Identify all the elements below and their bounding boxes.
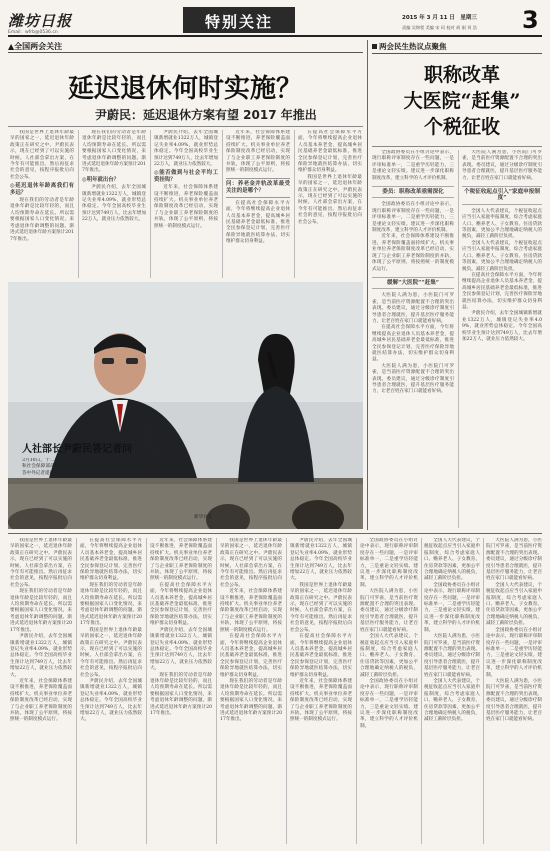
bottom-divider-4 — [286, 538, 287, 844]
article-col-5 — [298, 130, 362, 278]
col-divider-2 — [150, 130, 151, 278]
bottom-col-2 — [80, 538, 142, 844]
right-headline-line-3: 个税征收 — [423, 116, 500, 138]
bottom-col-6 — [360, 538, 418, 844]
right-headline-line-1: 职称改革 — [423, 64, 500, 86]
lead-question-2-text: 明年就出台？ — [86, 176, 120, 183]
right-col2-text-4: 在提高社会保障水平方面，今年将继续提高企业退休人员基本养老金，提高城乡居民基础养老金最低标准，推进全民参保登记计划，完善医疗保险异地就医结算办法，切实维护群众切身利益。 — [462, 272, 542, 310]
bottom-divider-1 — [76, 538, 77, 844]
col3-text: 尹蔚民介绍，去年全国城镇新增就业1322万人，城镇登记失业率4.09%，就业形势总体稳定。今年全国高校毕业生预计达到749万人，比去年增加22万人，就业压力依然较大。 — [154, 130, 218, 168]
bottom-col6-p1: 全国政协委员在小组讨论中表示，现行职称评审制度存在一些问题，一是评审标准单一，二是重学历轻能力，三是重论文轻实绩。建议进一步深化职称制度改革，建立科学的人才评价机制。 — [360, 538, 418, 588]
bottom-col-3 — [150, 538, 212, 844]
bottom-col-7 — [424, 538, 480, 844]
right-tag — [372, 41, 542, 54]
bottom-col3-p4: 现在我们的劳动者是年龄退休年龄是比较年轻的，而且人均预期寿命在延长。所以需要根据国家人口变化情况，来考虑退休年龄调整的问题。渐进式延迟退休年龄方案预计2017年推出。 — [150, 672, 212, 716]
col-divider-3 — [222, 130, 223, 278]
right-col-divider — [458, 150, 459, 528]
right-tag-label: 两会民生热议点聚焦 — [379, 42, 447, 51]
bottom-col4-p2: 近年来，社会保障体系建设不断推进，养老保险覆盖面持续扩大。机关事业单位养老保险制度改革已经启动，实现了与企业职工养老保险制度的并轨，体现了公平原则，将按照统一的制度模式运行。 — [220, 589, 282, 633]
masthead — [8, 10, 118, 35]
photo-credit: 新华社发 — [194, 515, 213, 520]
bottom-col8-p3: 全国政协委员在小组讨论中表示，现行职称评审制度存在一些问题，一是评审标准单一，二是重学历轻能力，三是重论文轻实绩。建议进一步深化职称制度改革，建立科学的人才评价机制。 — [486, 627, 542, 678]
bottom-col2-p4: 尹蔚民介绍，去年全国城镇新增就业1322万人，城镇登记失业率4.09%，就业形势总体稳定。今年全国高校毕业生预计达到749万人，比去年增加22万人，就业压力依然较大。 — [80, 678, 142, 723]
left-tag — [8, 41, 62, 52]
left-tag-label: 全国两会关注 — [14, 42, 63, 51]
bottom-divider-7 — [483, 538, 484, 844]
right-col1-text-4: 大医院人满为患，小医院门可罗雀，是当前医疗资源配置不合理的突出表现。委员建议，通过分级诊疗制度引导患者合理就医，提升基层医疗服务能力，让老百姓在家门口就能看好病。 — [372, 293, 454, 324]
bottom-col4-p3: 在提高社会保障水平方面，今年将继续提高企业退休人员基本养老金，提高城乡居民基础养老金最低标准，推进全民参保登记计划，完善医疗保险异地就医结算办法，切实维护群众切身利益。 — [220, 634, 282, 678]
right-headline-line-2: 大医院“赶集” — [403, 90, 521, 112]
col1-text-2: 现在我们的劳动者是年龄退休年龄是比较年轻的，而且人均预期寿命在延长。所以需要根据国家人口变化情况，来考虑退休年龄调整的问题。渐进式延迟退休年龄方案预计2017年推出。 — [10, 198, 74, 242]
right-subhead-1: 委员：职称改革亟需深化 — [372, 186, 454, 198]
left-tag-rule — [8, 52, 363, 53]
bottom-col6-p2: 大医院人满为患，小医院门可罗雀，是当前医疗资源配置不合理的突出表现。委员建议，通过分级诊疗制度引导患者合理就医，提升基层医疗服务能力，让老百姓在家门口就能看好病。 — [360, 589, 418, 633]
masthead-title: 潍坊日报 — [8, 12, 73, 30]
bottom-rule — [8, 533, 542, 534]
right-col1-text-6: 大医院人满为患，小医院门可罗雀，是当前医疗资源配置不合理的突出表现。委员建议，通过分级诊疗制度引导患者合理就医，提升基层医疗服务能力，让老百姓在家门口就能看好病。 — [372, 363, 454, 395]
right-subhead-2: 缓解“大医院”“赶集” — [372, 277, 454, 289]
bottom-col1-p1: 我国是世界上退休年龄最早的国家之一，延迟退休年龄政策正在研究之中。尹蔚民表示，现在已经到了可以实施的时候。人社部会拿出方案，在今年有可能推出。然后再征求社会的意见，按程序报批后向社会公布。 — [10, 538, 72, 588]
press-conference-photo — [8, 282, 363, 529]
bottom-col1-p4: 近年来，社会保障体系建设不断推进，养老保险覆盖面持续扩大。机关事业单位养老保险制度改革已经启动，实现了与企业职工养老保险制度的并轨，体现了公平原则，将按照统一的制度模式运行。 — [10, 678, 72, 723]
bottom-col4-p1: 我国是世界上退休年龄最早的国家之一，延迟退休年龄政策正在研究之中。尹蔚民表示，现在已经到了可以实施的时候。人社部会拿出方案，在今年有可能推出。然后再征求社会的意见，按程序报批后向社会公布。 — [220, 538, 282, 588]
right-col1-text-2: 全国政协委员在小组讨论中表示，现行职称评审制度存在一些问题，一是评审标准单一，二是重学历轻能力，三是重论文轻实绩。建议进一步深化职称制度改革，建立科学的人才评价机制。 — [372, 202, 454, 234]
article-col-3 — [154, 130, 218, 278]
bottom-col3-p2: 在提高社会保障水平方面，今年将继续提高企业退休人员基本养老金，提高城乡居民基础养老金最低标准，推进全民参保登记计划，完善医疗保险异地就医结算办法，切实维护群众切身利益。 — [150, 582, 212, 627]
photo-caption-text: 3月10日，十二届全国人大三次会议新闻中心举行记者会，邀请人力资源和社会保障部部长尹蔚民、副部长胡晓义就“就业和社会保障”相关问题回答中外记者提问。 — [22, 458, 172, 476]
bottom-col-8 — [486, 538, 542, 844]
bottom-col8-p4: 大医院人满为患，小医院门可罗雀，是当前医疗资源配置不合理的突出表现。委员建议，通过分级诊疗制度引导患者合理就医，提升基层医疗服务能力，让老百姓在家门口就能看好病。 — [486, 678, 542, 723]
right-col2-text-5: 尹蔚民介绍，去年全国城镇新增就业1322万人，城镇登记失业率4.09%，就业形势总体稳定。今年全国高校毕业生预计达到749万人，比去年增加22万人，就业压力依然较大。 — [462, 311, 542, 342]
triangle-icon: ▲ — [8, 42, 15, 51]
bottom-col2-p2: 现在我们的劳动者是年龄退休年龄是比较年轻的，而且人均预期寿命在延长。所以需要根据国家人口变化情况，来考虑退休年龄调整的问题。渐进式延迟退休年龄方案预计2017年推出。 — [80, 582, 142, 627]
bottom-col7-p3: 大医院人满为患，小医院门可罗雀，是当前医疗资源配置不合理的突出表现。委员建议，通过分级诊疗制度引导患者合理就医，提升基层医疗服务能力，让老百姓在家门口就能看好病。 — [424, 634, 480, 678]
square-icon — [372, 44, 377, 49]
section-banner — [183, 7, 295, 33]
right-col1-text: 全国政协委员在小组讨论中表示，现行职称评审制度存在一些问题，一是评审标准单一，二是重学历轻能力，三是重论文轻实绩。建议进一步深化职称制度改革，建立科学的人才评价机制。 — [372, 150, 454, 181]
bottom-col-1 — [10, 538, 72, 844]
bottom-col5-p2: 我国是世界上退休年龄最早的国家之一，延迟退休年龄政策正在研究之中。尹蔚民表示，现在已经到了可以实施的时候。人社部会拿出方案，在今年有可能推出。然后再征求社会的意见，按程序报批后向社会公布。 — [290, 582, 352, 633]
bottom-col3-p3: 尹蔚民介绍，去年全国城镇新增就业1322万人，城镇登记失业率4.09%，就业形势总体稳定。今年全国高校毕业生预计达到749万人，比去年增加22万人，就业压力依然较大。 — [150, 627, 212, 672]
lead-question-1-text: 延迟退休年龄离我们有多远？ — [10, 183, 74, 196]
bottom-col7-p2: 全国政协委员在小组讨论中表示，现行职称评审制度存在一些问题，一是评审标准单一，二是重学历轻能力，三是重论文轻实绩。建议进一步深化职称制度改革，建立科学的人才评价机制。 — [424, 582, 480, 633]
col5-text-2: 我国是世界上退休年龄最早的国家之一，延迟退休年龄政策正在研究之中。尹蔚民表示，现在已经到了可以实施的时候。人社部会拿出方案，在今年有可能推出。然后再征求社会的意见，按程序报批后向社会公布。 — [298, 174, 362, 225]
bottom-col8-p2: 全国人大代表建议，个税征收起点应当引入家庭申报制度，综合考虑家庭人口、赡养老人、子女教育、住房贷款等因素，更加公平合理地确定纳税人的税负，减轻工薪阶层负担。 — [486, 582, 542, 627]
bottom-col2-p1: 在提高社会保障水平方面，今年将继续提高企业退休人员基本养老金，提高城乡居民基础养老金最低标准，推进全民参保登记计划，完善医疗保险异地就医结算办法，切实维护群众切身利益。 — [80, 538, 142, 582]
col-divider-4 — [294, 130, 295, 278]
bottom-col6-p4: 全国政协委员在小组讨论中表示，现行职称评审制度存在一些问题，一是评审标准单一，二是重学历轻能力，三是重论文轻实绩。建议进一步深化职称制度改革，建立科学的人才评价机制。 — [360, 678, 418, 729]
main-headline: 延迟退休何时实施？ — [68, 74, 303, 104]
header-rule — [8, 35, 542, 37]
article-col-4 — [226, 130, 290, 278]
bottom-col5-p4: 近年来，社会保障体系建设不断推进，养老保险覆盖面持续扩大。机关事业单位养老保险制度改革已经启动，实现了与企业职工养老保险制度的并轨，体现了公平原则，将按照统一的制度模式运行。 — [290, 678, 352, 723]
photo-caption-title: 人社部长尹蔚民答记者问 — [22, 444, 132, 455]
bottom-divider-2 — [146, 538, 147, 844]
bottom-divider-6 — [421, 538, 422, 844]
right-col2-text: 大医院人满为患，小医院门可罗雀，是当前医疗资源配置不合理的突出表现。委员建议，通过分级诊疗制度引导患者合理就医，提升基层医疗服务能力，让老百姓在家门口就能看好病。 — [462, 150, 542, 181]
bottom-col4-p4: 现在我们的劳动者是年龄退休年龄是比较年轻的，而且人均预期寿命在延长。所以需要根据国家人口变化情况，来考虑退休年龄调整的问题。渐进式延迟退休年龄方案预计2017年推出。 — [220, 678, 282, 723]
bottom-col1-p2: 现在我们的劳动者是年龄退休年龄是比较年轻的，而且人均预期寿命在延长。所以需要根据国家人口变化情况，来考虑退休年龄调整的问题。渐进式延迟退休年龄方案预计2017年推出。 — [10, 589, 72, 633]
col5-text: 在提高社会保障水平方面，今年将继续提高企业退休人员基本养老金，提高城乡居民基础养老金最低标准，推进全民参保登记计划，完善医疗保险异地就医结算办法，切实维护群众切身利益。 — [298, 130, 362, 174]
headline-rule — [8, 126, 363, 127]
col4-text: 近年来，社会保障体系建设不断推进，养老保险覆盖面持续扩大。机关事业单位养老保险制度改革已经启动，实现了与企业职工养老保险制度的并轨，体现了公平原则，将按照统一的制度模式运行。 — [226, 130, 290, 174]
right-col1-text-3: 近年来，社会保障体系建设不断推进，养老保险覆盖面持续扩大。机关事业单位养老保险制度改革已经启动，实现了与企业职工养老保险制度的并轨，体现了公平原则，将按照统一的制度模式运行。 — [372, 234, 454, 272]
right-col1-text-5: 在提高社会保障水平方面，今年将继续提高企业退休人员基本养老金，提高城乡居民基础养老金最低标准，推进全民参保登记计划，完善医疗保险异地就医结算办法，切实维护群众切身利益。 — [372, 325, 454, 363]
right-col-2 — [462, 150, 542, 528]
bottom-col3-p1: 近年来，社会保障体系建设不断推进，养老保险覆盖面持续扩大。机关事业单位养老保险制度改革已经启动，实现了与企业职工养老保险制度的并轨，体现了公平原则，将按照统一的制度模式运行。 — [150, 538, 212, 582]
bottom-col8-p1: 大医院人满为患，小医院门可罗雀，是当前医疗资源配置不合理的突出表现。委员建议，通过分级诊疗制度引导患者合理就医，提升基层医疗服务能力，让老百姓在家门口就能看好病。 — [486, 538, 542, 582]
lead-question-3: ◎能否做到与社会平均工资挂钩？ — [154, 170, 218, 183]
page-editors: 责编 吴锦程 美编 宋 珂 校对 胡 刚 刘 浩 — [402, 25, 477, 30]
bottom-col7-p1: 全国人大代表建议，个税征收起点应当引入家庭申报制度，综合考虑家庭人口、赡养老人、子女教育、住房贷款等因素，更加公平合理地确定纳税人的税负，减轻工薪阶层负担。 — [424, 538, 480, 582]
bottom-col5-p3: 在提高社会保障水平方面，今年将继续提高企业退休人员基本养老金，提高城乡居民基础养老金最低标准，推进全民参保登记计划，完善医疗保险异地就医结算办法，切实维护群众切身利益。 — [290, 634, 352, 678]
right-col2-text-2: 全国人大代表建议，个税征收起点应当引入家庭申报制度，综合考虑家庭人口、赡养老人、子女教育、住房贷款等因素，更加公平合理地确定纳税人的税负，减轻工薪阶层负担。 — [462, 208, 542, 240]
right-col-1 — [372, 150, 454, 528]
bottom-divider-5 — [356, 538, 357, 844]
article-col-1 — [10, 130, 74, 278]
quote-box: 问：养老金并轨改革最受关注的是哪个？ — [226, 178, 290, 198]
main-right-divider — [367, 40, 368, 530]
bottom-col2-p3: 我国是世界上退休年龄最早的国家之一，延迟退休年龄政策正在研究之中。尹蔚民表示，现在已经到了可以实施的时候。人社部会拿出方案，在今年有可能推出。然后再征求社会的意见，按程序报批后向社会公布。 — [80, 627, 142, 678]
section-title: 特别关注 — [204, 13, 273, 31]
right-headline-rule — [372, 146, 542, 147]
bottom-col-5 — [290, 538, 352, 844]
bottom-col5-p1: 尹蔚民介绍，去年全国城镇新增就业1322万人，城镇登记失业率4.09%，就业形势总体稳定。今年全国高校毕业生预计达到749万人，比去年增加22万人，就业压力依然较大。 — [290, 538, 352, 582]
col2-text-2: 尹蔚民介绍，去年全国城镇新增就业1322万人，城镇登记失业率4.09%，就业形势总体稳定。今年全国高校毕业生预计达到749万人，比去年增加22万人，就业压力依然较大。 — [82, 185, 146, 223]
article-col-2 — [82, 130, 146, 278]
issue-date: 2015 年 3 月 11 日 星期三 — [402, 15, 477, 21]
bottom-col7-p4: 全国人大代表建议，个税征收起点应当引入家庭申报制度，综合考虑家庭人口、赡养老人、子女教育、住房贷款等因素，更加公平合理地确定纳税人的税负，减轻工薪阶层负担。 — [424, 678, 480, 723]
page-number: 3 — [522, 6, 539, 34]
main-subheadline: 尹蔚民：延迟退休方案有望 2017 年推出 — [95, 108, 317, 122]
right-col2-text-3: 全国人大代表建议，个税征收起点应当引入家庭申报制度，综合考虑家庭人口、赡养老人、子女教育、住房贷款等因素，更加公平合理地确定纳税人的税负，减轻工薪阶层负担。 — [462, 240, 542, 272]
lead-question-2: ◎明年就出台？ — [82, 176, 120, 183]
col-divider-1 — [78, 130, 79, 278]
bottom-divider-3 — [216, 538, 217, 844]
lead-question-3-text: 能否做到与社会平均工资挂钩？ — [154, 170, 218, 183]
masthead-email: Email：wfrb@0536.cn — [8, 30, 58, 35]
bottom-col6-p3: 全国人大代表建议，个税征收起点应当引入家庭申报制度，综合考虑家庭人口、赡养老人、子女教育、住房贷款等因素，更加公平合理地确定纳税人的税负，减轻工薪阶层负担。 — [360, 634, 418, 678]
col1-text: 我国是世界上退休年龄最早的国家之一，延迟退休年龄政策正在研究之中。尹蔚民表示，现在已经到了可以实施的时候。人社部会拿出方案，在今年有可能推出。然后再征求社会的意见，按程序报批后向社会公布。 — [10, 130, 74, 180]
bottom-col-4 — [220, 538, 282, 844]
right-subhead-3: 个税征收起点引入“家庭申报制度” — [462, 186, 542, 205]
lead-question-1: ◎延迟退休年龄离我们有多远？ — [10, 183, 74, 196]
col3-text-2: 近年来，社会保障体系建设不断推进，养老保险覆盖面持续扩大。机关事业单位养老保险制度改革已经启动，实现了与企业职工养老保险制度的并轨，体现了公平原则，将按照统一的制度模式运行。 — [154, 185, 218, 229]
col2-text: 现在我们的劳动者是年龄退休年龄是比较年轻的，而且人均预期寿命在延长。所以需要根据国家人口变化情况，来考虑退休年龄调整的问题。渐进式延迟退休年龄方案预计2017年推出。 — [82, 130, 146, 174]
right-headline — [382, 62, 542, 140]
bottom-col1-p3: 尹蔚民介绍，去年全国城镇新增就业1322万人，城镇登记失业率4.09%，就业形势总体稳定。今年全国高校毕业生预计达到749万人，比去年增加22万人，就业压力依然较大。 — [10, 634, 72, 678]
col4-text-2: 在提高社会保障水平方面，今年将继续提高企业退休人员基本养老金，提高城乡居民基础养老金最低标准，推进全民参保登记计划，完善医疗保险异地就医结算办法，切实维护群众切身利益。 — [226, 200, 290, 245]
